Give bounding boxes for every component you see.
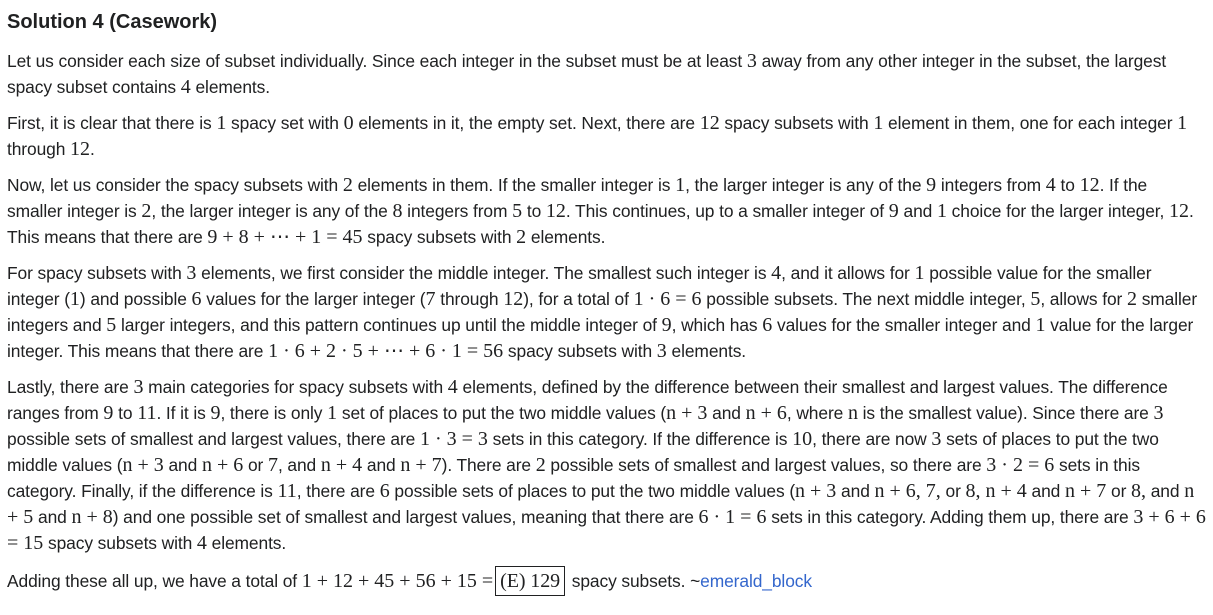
math: 11	[137, 402, 157, 424]
text: elements, we first consider the middle integer. The smallest such integer is	[196, 263, 772, 283]
text: Lastly, there are	[7, 377, 134, 397]
math: 2	[141, 200, 152, 222]
math: 9	[661, 314, 672, 336]
text: ). There are	[441, 455, 536, 475]
text: possible value for the smaller integer (	[7, 263, 1152, 309]
math: 6	[191, 288, 202, 310]
text: elements.	[190, 77, 270, 97]
text: , there are now	[812, 429, 932, 449]
math: 12	[545, 200, 566, 222]
text: , there are	[296, 481, 380, 501]
text: values for the larger integer (	[201, 289, 426, 309]
text: spacy subsets with	[362, 227, 517, 247]
math: 8,	[1131, 480, 1146, 502]
math: 7	[267, 454, 278, 476]
text: through	[435, 289, 504, 309]
math: 4	[196, 532, 207, 554]
math: n + 3	[666, 402, 708, 424]
math: 1	[216, 112, 227, 134]
text: and	[362, 455, 401, 475]
text: elements.	[666, 341, 747, 361]
text: set of places to put the two middle values (	[337, 403, 667, 423]
math: 6	[379, 480, 390, 502]
text: smaller integers and	[7, 289, 1198, 335]
math: 12	[70, 138, 91, 160]
math: n + 6	[201, 454, 244, 476]
text: , the larger integer is any of the	[685, 175, 927, 195]
text: possible sets of smallest and largest values, so there are	[545, 455, 987, 475]
math: 12	[1169, 200, 1189, 222]
text: . If it is	[156, 403, 211, 423]
text: ) and possible	[79, 289, 192, 309]
text: spacy subsets with	[503, 341, 657, 361]
text: and	[1026, 481, 1065, 501]
math: 3 · 2 = 6	[986, 454, 1055, 476]
text: First, it is clear that there is	[7, 113, 217, 133]
math: 12	[503, 288, 524, 310]
math: 9	[103, 402, 114, 424]
text: to	[113, 403, 138, 423]
text: spacy subsets with	[719, 113, 874, 133]
text: choice for the larger integer,	[946, 201, 1169, 221]
text: , and it allows for	[781, 263, 915, 283]
author-link[interactable]: emerald_block	[700, 571, 812, 591]
paragraph-zero-one-elements	[7, 110, 1207, 162]
math: n + 3	[122, 454, 164, 476]
math: 1	[675, 174, 686, 196]
math: 5	[106, 314, 117, 336]
text: , where	[786, 403, 848, 423]
math: 2	[1126, 288, 1137, 310]
math: 6	[762, 314, 773, 336]
text: value for the larger integer. This means that there are	[7, 315, 1194, 361]
text: , there is only	[220, 403, 328, 423]
math: n + 7	[400, 454, 442, 476]
text: or	[243, 455, 268, 475]
math: 5	[512, 200, 523, 222]
paragraph-total	[7, 566, 1207, 596]
text: . This continues, up to a smaller integer of	[565, 201, 889, 221]
math: 1	[69, 288, 80, 310]
math: 3	[746, 50, 757, 72]
text: main categories for spacy subsets with	[143, 377, 448, 397]
math: 4	[1045, 174, 1056, 196]
text: , the larger integer is any of the	[151, 201, 393, 221]
solution-heading: Solution 4 (Casework)	[7, 11, 218, 33]
math: 3	[1153, 402, 1164, 424]
text: , and	[277, 455, 321, 475]
text: integers from	[936, 175, 1046, 195]
math: 2	[516, 226, 527, 248]
text: For spacy subsets with	[7, 263, 187, 283]
math: 3	[186, 262, 197, 284]
text: elements.	[526, 227, 606, 247]
text: sets of places to put the two middle values (	[7, 429, 1159, 475]
text: away from any other integer in the subset, the largest spacy subset contains	[7, 51, 1167, 97]
math: 3	[931, 428, 942, 450]
math: 2	[535, 454, 546, 476]
text: element in them, one for each integer	[883, 113, 1178, 133]
text: larger integers, and this pattern continues up until the middle integer of	[116, 315, 662, 335]
text: values for the smaller integer and	[772, 315, 1036, 335]
math: 9	[888, 200, 899, 222]
text: possible sets of smallest and largest values, there are	[7, 429, 420, 449]
math: 1	[327, 402, 338, 424]
text: . This means that there are	[7, 201, 1194, 247]
math: 3	[656, 340, 667, 362]
paragraph-two-elements	[7, 172, 1207, 250]
text: to	[1055, 175, 1080, 195]
text: ) and one possible set of smallest and largest values, meaning that there are	[112, 507, 699, 527]
math: 5	[1030, 288, 1041, 310]
text: sets in this category. If the difference is	[487, 429, 793, 449]
math: 3	[133, 376, 144, 398]
math: 9	[926, 174, 937, 196]
text: Let us consider each size of subset individually. Since each integer in the subset must be at least	[7, 51, 747, 71]
math: 12	[699, 112, 720, 134]
text: . If the smaller integer is	[7, 175, 1148, 221]
text: Adding these all up, we have a total of	[7, 571, 302, 591]
math: 12	[1079, 174, 1100, 196]
text: elements in it, the empty set. Next, there are	[353, 113, 700, 133]
math: 1	[914, 262, 925, 284]
math: 1 + 12 + 45 + 56 + 15 =	[301, 570, 494, 592]
math: n + 5	[7, 480, 1195, 528]
text: and	[707, 403, 746, 423]
text: or	[1106, 481, 1131, 501]
math: 9 + 8 + ⋯ + 1 = 45	[207, 226, 363, 248]
math: 4	[180, 76, 191, 98]
text: elements.	[206, 533, 287, 553]
math: 9	[210, 402, 221, 424]
paragraph-subset-size	[7, 48, 1207, 100]
text: sets in this category. Adding them up, there are	[766, 507, 1134, 527]
math: 1	[873, 112, 884, 134]
text: spacy set with	[226, 113, 344, 133]
math: n + 7	[1064, 480, 1107, 502]
math: 6 · 1 = 6	[698, 506, 767, 528]
math: 2	[342, 174, 353, 196]
text: and	[1146, 481, 1185, 501]
text: possible subsets. The next middle integer,	[701, 289, 1031, 309]
text: Now, let us consider the spacy subsets with	[7, 175, 343, 195]
math: n + 6	[745, 402, 787, 424]
paragraph-three-elements	[7, 260, 1207, 364]
paragraph-four-elements	[7, 374, 1207, 556]
text: integers from	[402, 201, 513, 221]
text: .	[90, 139, 95, 159]
text: possible sets of places to put the two middle values (	[389, 481, 796, 501]
math: 8	[392, 200, 403, 222]
math: 1	[1177, 112, 1188, 134]
text: and	[33, 507, 72, 527]
math: n + 8	[71, 506, 113, 528]
math: n + 6, 7,	[874, 480, 941, 502]
text: and	[163, 455, 202, 475]
math: n + 3	[795, 480, 837, 502]
boxed-answer: (E) 129	[495, 566, 565, 596]
math: n + 4	[320, 454, 363, 476]
text: ), for a total of	[523, 289, 634, 309]
text: and	[898, 201, 937, 221]
math: 1 · 6 + 2 · 5 + ⋯ + 6 · 1 = 56	[268, 340, 504, 362]
text: spacy subsets. ~	[567, 571, 701, 591]
text: through	[7, 139, 71, 159]
math: 4	[447, 376, 458, 398]
math: 1	[936, 200, 947, 222]
text: and	[836, 481, 875, 501]
math: 7	[425, 288, 436, 310]
math: 8, n + 4	[965, 480, 1027, 502]
text: elements in them. If the smaller integer is	[352, 175, 676, 195]
text: elements, defined by the difference between their smallest and largest values. The difference ranges from	[7, 377, 1168, 423]
math: 10	[792, 428, 813, 450]
text: to	[522, 201, 546, 221]
text: spacy subsets with	[43, 533, 197, 553]
text: is the smallest value). Since there are	[857, 403, 1154, 423]
text: or	[940, 481, 966, 501]
math: 3 + 6 + 6 = 15	[7, 506, 1206, 554]
text: , which has	[671, 315, 763, 335]
math: n	[847, 402, 858, 424]
math: 11	[277, 480, 297, 502]
math: 4	[771, 262, 782, 284]
text: , allows for	[1040, 289, 1127, 309]
math: 0	[343, 112, 354, 134]
math: 1 · 3 = 3	[419, 428, 488, 450]
text: sets in this category. Finally, if the difference is	[7, 455, 1140, 501]
math: 1 · 6 = 6	[633, 288, 702, 310]
math: 1	[1035, 314, 1046, 336]
